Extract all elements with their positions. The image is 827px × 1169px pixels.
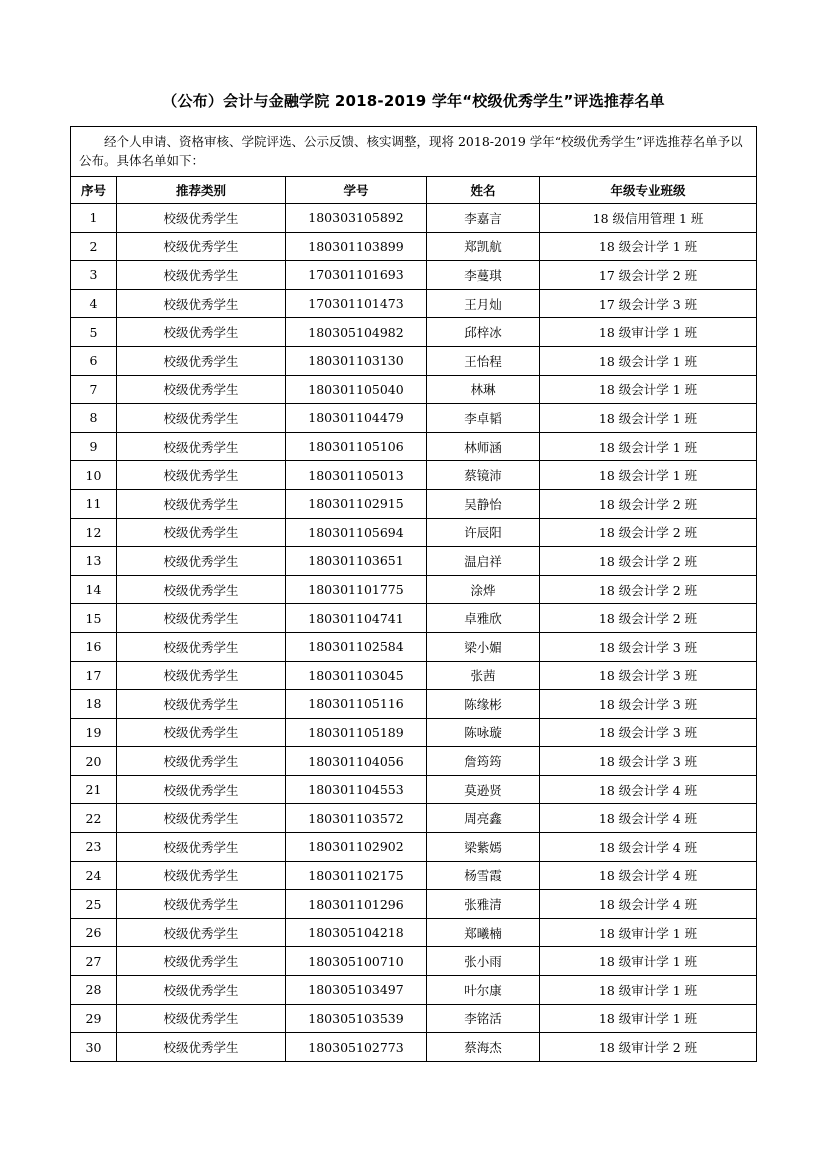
- cell-category: 校级优秀学生: [117, 861, 286, 890]
- cell-index: 22: [71, 804, 117, 833]
- table-row: [71, 890, 757, 919]
- table-row: [71, 690, 757, 719]
- table-row: [71, 575, 757, 604]
- cell-category: 校级优秀学生: [117, 547, 286, 576]
- cell-student-id: 180301102175: [286, 861, 427, 890]
- table-row: [71, 833, 757, 862]
- cell-student-id: 180301105106: [286, 432, 427, 461]
- cell-category: 校级优秀学生: [117, 661, 286, 690]
- cell-name: 陈缘彬: [427, 690, 540, 719]
- cell-category: 校级优秀学生: [117, 775, 286, 804]
- cell-category: 校级优秀学生: [117, 289, 286, 318]
- header-index: 序号: [71, 177, 117, 204]
- table-row: [71, 518, 757, 547]
- cell-class: 18 级会计学 3 班: [540, 747, 757, 776]
- cell-class: 17 级会计学 3 班: [540, 289, 757, 318]
- cell-name: 陈咏璇: [427, 718, 540, 747]
- cell-index: 16: [71, 632, 117, 661]
- cell-name: 张雅清: [427, 890, 540, 919]
- cell-name: 梁小媚: [427, 632, 540, 661]
- cell-index: 19: [71, 718, 117, 747]
- cell-index: 3: [71, 261, 117, 290]
- cell-category: 校级优秀学生: [117, 918, 286, 947]
- header-student-id: 学号: [286, 177, 427, 204]
- cell-category: 校级优秀学生: [117, 604, 286, 633]
- intro-paragraph: 经个人申请、资格审核、学院评选、公示反馈、核实调整，现将 2018-2019 学年“校级优秀学生”评选推荐名单予以公布。具体名单如下：: [71, 127, 757, 177]
- cell-student-id: 180301104741: [286, 604, 427, 633]
- cell-category: 校级优秀学生: [117, 261, 286, 290]
- table-row: [71, 604, 757, 633]
- cell-name: 卓雅欣: [427, 604, 540, 633]
- table-row: [71, 346, 757, 375]
- intro-row: [71, 127, 757, 177]
- header-category: 推荐类别: [117, 177, 286, 204]
- cell-index: 5: [71, 318, 117, 347]
- cell-category: 校级优秀学生: [117, 518, 286, 547]
- cell-student-id: 180301101296: [286, 890, 427, 919]
- table-row: [71, 918, 757, 947]
- cell-class: 18 级审计学 1 班: [540, 918, 757, 947]
- cell-student-id: 180301102902: [286, 833, 427, 862]
- cell-class: 18 级信用管理 1 班: [540, 204, 757, 233]
- cell-category: 校级优秀学生: [117, 432, 286, 461]
- cell-student-id: 180301104056: [286, 747, 427, 776]
- cell-index: 4: [71, 289, 117, 318]
- header-row: [71, 177, 757, 204]
- cell-student-id: 170301101693: [286, 261, 427, 290]
- cell-student-id: 180305102773: [286, 1033, 427, 1062]
- cell-category: 校级优秀学生: [117, 804, 286, 833]
- cell-category: 校级优秀学生: [117, 1033, 286, 1062]
- cell-class: 18 级会计学 3 班: [540, 718, 757, 747]
- cell-class: 18 级会计学 2 班: [540, 489, 757, 518]
- cell-name: 李蔓琪: [427, 261, 540, 290]
- cell-name: 许辰阳: [427, 518, 540, 547]
- cell-category: 校级优秀学生: [117, 404, 286, 433]
- cell-name: 邱梓冰: [427, 318, 540, 347]
- cell-student-id: 180301104553: [286, 775, 427, 804]
- header-name: 姓名: [427, 177, 540, 204]
- cell-class: 18 级会计学 3 班: [540, 632, 757, 661]
- cell-category: 校级优秀学生: [117, 461, 286, 490]
- cell-index: 12: [71, 518, 117, 547]
- cell-name: 詹筠筠: [427, 747, 540, 776]
- cell-student-id: 180301105694: [286, 518, 427, 547]
- cell-index: 28: [71, 976, 117, 1005]
- cell-class: 18 级会计学 1 班: [540, 232, 757, 261]
- cell-index: 13: [71, 547, 117, 576]
- cell-category: 校级优秀学生: [117, 375, 286, 404]
- table-row: [71, 804, 757, 833]
- cell-category: 校级优秀学生: [117, 747, 286, 776]
- table-row: [71, 747, 757, 776]
- cell-student-id: 180301102584: [286, 632, 427, 661]
- cell-class: 18 级会计学 3 班: [540, 661, 757, 690]
- cell-name: 叶尔康: [427, 976, 540, 1005]
- cell-student-id: 180301105013: [286, 461, 427, 490]
- cell-name: 周亮鑫: [427, 804, 540, 833]
- table-row: [71, 718, 757, 747]
- cell-category: 校级优秀学生: [117, 976, 286, 1005]
- cell-class: 18 级会计学 4 班: [540, 833, 757, 862]
- cell-class: 18 级会计学 4 班: [540, 775, 757, 804]
- cell-category: 校级优秀学生: [117, 232, 286, 261]
- cell-student-id: 180305104218: [286, 918, 427, 947]
- cell-name: 吴静怡: [427, 489, 540, 518]
- cell-student-id: 180305100710: [286, 947, 427, 976]
- cell-class: 18 级会计学 4 班: [540, 890, 757, 919]
- cell-student-id: 180305103539: [286, 1004, 427, 1033]
- cell-name: 郑曦楠: [427, 918, 540, 947]
- cell-student-id: 180301105189: [286, 718, 427, 747]
- cell-category: 校级优秀学生: [117, 947, 286, 976]
- table-row: [71, 404, 757, 433]
- cell-category: 校级优秀学生: [117, 318, 286, 347]
- cell-name: 李嘉言: [427, 204, 540, 233]
- cell-name: 梁紫嫣: [427, 833, 540, 862]
- cell-class: 18 级审计学 1 班: [540, 1004, 757, 1033]
- cell-name: 王怡程: [427, 346, 540, 375]
- cell-index: 30: [71, 1033, 117, 1062]
- cell-class: 18 级会计学 2 班: [540, 575, 757, 604]
- cell-index: 20: [71, 747, 117, 776]
- table-row: [71, 632, 757, 661]
- cell-category: 校级优秀学生: [117, 718, 286, 747]
- cell-class: 18 级会计学 1 班: [540, 432, 757, 461]
- cell-index: 6: [71, 346, 117, 375]
- cell-name: 林师涵: [427, 432, 540, 461]
- cell-name: 王月灿: [427, 289, 540, 318]
- cell-index: 24: [71, 861, 117, 890]
- cell-class: 18 级审计学 2 班: [540, 1033, 757, 1062]
- cell-index: 2: [71, 232, 117, 261]
- cell-index: 9: [71, 432, 117, 461]
- cell-student-id: 180301103651: [286, 547, 427, 576]
- cell-index: 15: [71, 604, 117, 633]
- table-row: [71, 775, 757, 804]
- cell-index: 11: [71, 489, 117, 518]
- cell-name: 郑凯航: [427, 232, 540, 261]
- cell-class: 18 级会计学 4 班: [540, 804, 757, 833]
- cell-class: 18 级会计学 2 班: [540, 547, 757, 576]
- table-row: [71, 461, 757, 490]
- cell-class: 18 级审计学 1 班: [540, 976, 757, 1005]
- table-row: [71, 204, 757, 233]
- table-row: [71, 261, 757, 290]
- table-row: [71, 489, 757, 518]
- cell-class: 18 级审计学 1 班: [540, 318, 757, 347]
- cell-index: 17: [71, 661, 117, 690]
- cell-class: 18 级会计学 2 班: [540, 604, 757, 633]
- cell-name: 温启祥: [427, 547, 540, 576]
- cell-class: 17 级会计学 2 班: [540, 261, 757, 290]
- cell-student-id: 180301105040: [286, 375, 427, 404]
- cell-index: 23: [71, 833, 117, 862]
- cell-student-id: 180301105116: [286, 690, 427, 719]
- cell-index: 29: [71, 1004, 117, 1033]
- cell-name: 李卓韬: [427, 404, 540, 433]
- cell-student-id: 170301101473: [286, 289, 427, 318]
- cell-category: 校级优秀学生: [117, 1004, 286, 1033]
- cell-class: 18 级会计学 1 班: [540, 375, 757, 404]
- cell-index: 14: [71, 575, 117, 604]
- cell-name: 张小雨: [427, 947, 540, 976]
- cell-name: 林琳: [427, 375, 540, 404]
- table-row: [71, 661, 757, 690]
- cell-index: 21: [71, 775, 117, 804]
- cell-category: 校级优秀学生: [117, 489, 286, 518]
- cell-student-id: 180303105892: [286, 204, 427, 233]
- table-row: [71, 947, 757, 976]
- cell-student-id: 180301103572: [286, 804, 427, 833]
- award-list-table: [70, 126, 757, 1062]
- cell-name: 蔡海杰: [427, 1033, 540, 1062]
- cell-class: 18 级会计学 1 班: [540, 461, 757, 490]
- cell-name: 杨雪霞: [427, 861, 540, 890]
- table-row: [71, 432, 757, 461]
- table-row: [71, 547, 757, 576]
- cell-category: 校级优秀学生: [117, 346, 286, 375]
- cell-index: 7: [71, 375, 117, 404]
- cell-student-id: 180301102915: [286, 489, 427, 518]
- table-row: [71, 1004, 757, 1033]
- cell-category: 校级优秀学生: [117, 632, 286, 661]
- cell-category: 校级优秀学生: [117, 833, 286, 862]
- cell-class: 18 级审计学 1 班: [540, 947, 757, 976]
- cell-index: 8: [71, 404, 117, 433]
- cell-student-id: 180301103899: [286, 232, 427, 261]
- table-row: [71, 289, 757, 318]
- cell-class: 18 级会计学 1 班: [540, 404, 757, 433]
- cell-category: 校级优秀学生: [117, 575, 286, 604]
- cell-index: 25: [71, 890, 117, 919]
- page-title: （公布）会计与金融学院 2018-2019 学年“校级优秀学生”评选推荐名单: [162, 92, 665, 110]
- cell-name: 莫逊贤: [427, 775, 540, 804]
- table-row: [71, 1033, 757, 1062]
- table-row: [71, 375, 757, 404]
- cell-class: 18 级会计学 4 班: [540, 861, 757, 890]
- cell-index: 1: [71, 204, 117, 233]
- cell-index: 26: [71, 918, 117, 947]
- cell-class: 18 级会计学 2 班: [540, 518, 757, 547]
- cell-student-id: 180301103130: [286, 346, 427, 375]
- cell-index: 18: [71, 690, 117, 719]
- header-class: 年级专业班级: [540, 177, 757, 204]
- cell-class: 18 级会计学 3 班: [540, 690, 757, 719]
- cell-index: 27: [71, 947, 117, 976]
- cell-category: 校级优秀学生: [117, 690, 286, 719]
- table-row: [71, 861, 757, 890]
- table-row: [71, 318, 757, 347]
- cell-category: 校级优秀学生: [117, 204, 286, 233]
- cell-class: 18 级会计学 1 班: [540, 346, 757, 375]
- table-row: [71, 976, 757, 1005]
- cell-name: 张茜: [427, 661, 540, 690]
- cell-index: 10: [71, 461, 117, 490]
- cell-student-id: 180305104982: [286, 318, 427, 347]
- cell-student-id: 180301104479: [286, 404, 427, 433]
- table-row: [71, 232, 757, 261]
- cell-name: 涂烨: [427, 575, 540, 604]
- cell-name: 李铭活: [427, 1004, 540, 1033]
- cell-student-id: 180301103045: [286, 661, 427, 690]
- cell-student-id: 180305103497: [286, 976, 427, 1005]
- cell-name: 蔡镜沛: [427, 461, 540, 490]
- cell-student-id: 180301101775: [286, 575, 427, 604]
- cell-category: 校级优秀学生: [117, 890, 286, 919]
